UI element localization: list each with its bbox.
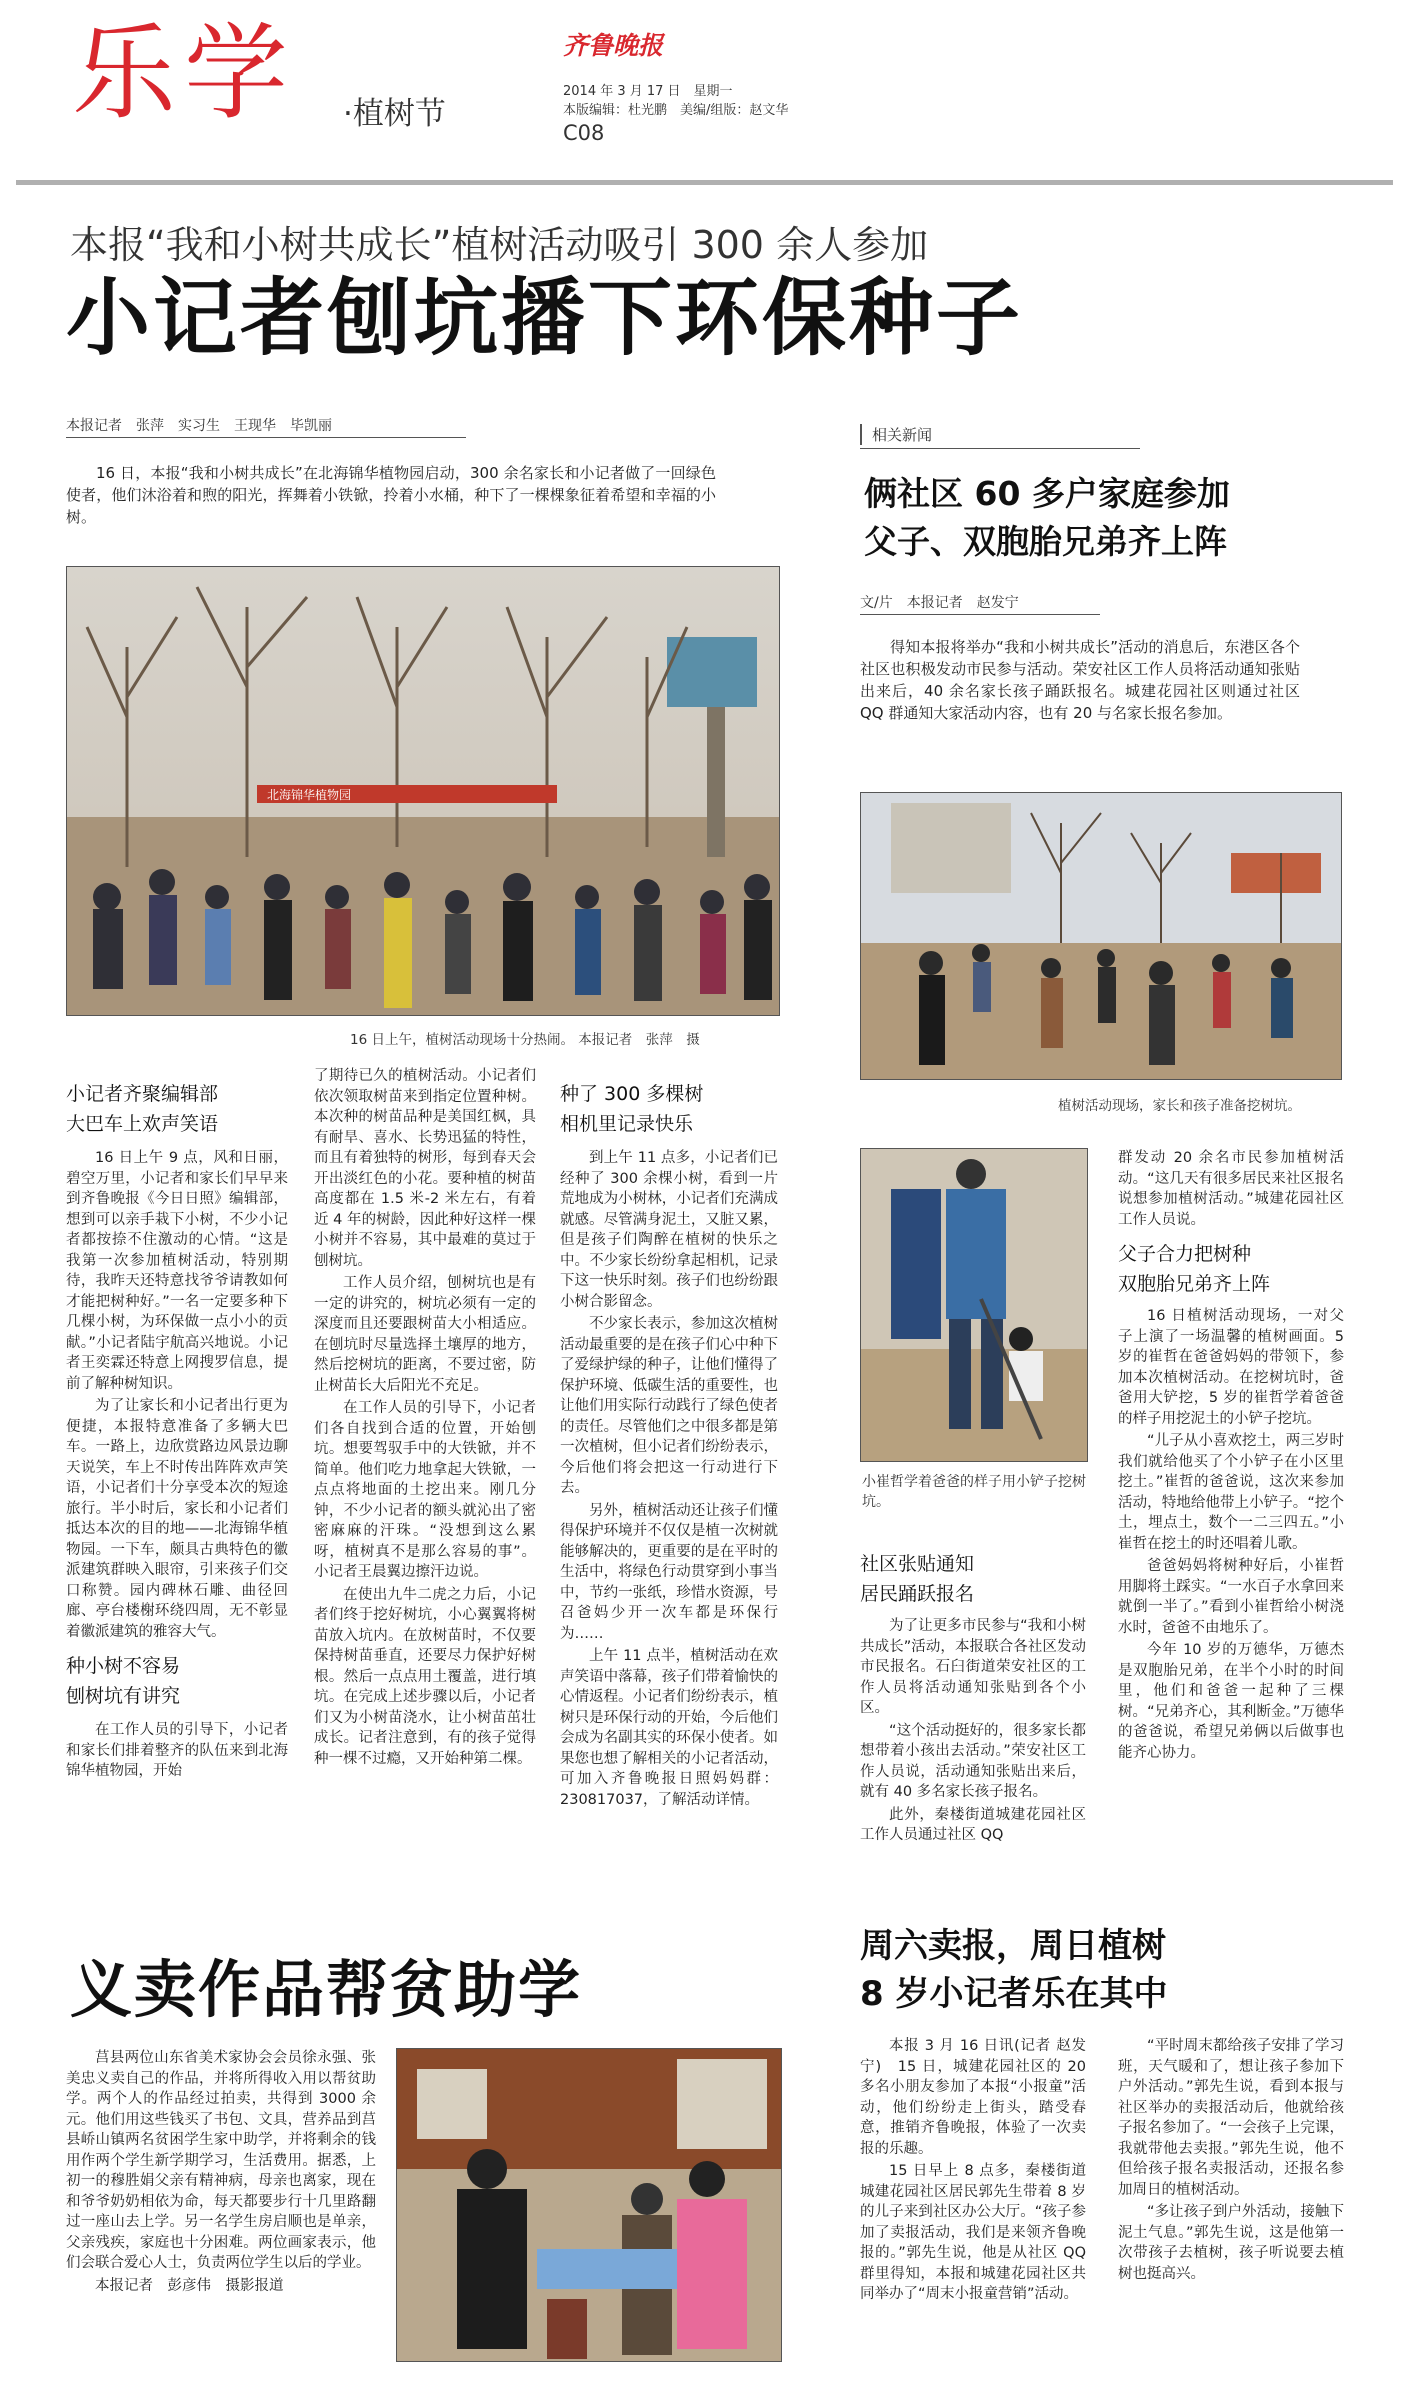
newsboy-headline-2: 8 岁小记者乐在其中 bbox=[860, 1974, 1168, 2014]
section-title: 乐学 bbox=[72, 12, 297, 134]
newsboy-paragraph-2: 15 日早上 8 点多，秦楼街道城建花园社区居民郭先生带着 8 岁的儿子来到社区办公大厅。“孩子参加了卖报活动，我们是来领齐鲁晚报的。”郭先生说，他是从社区 QQ 群里得知，本报和城建花园社区共同举办了“周末小报童营销”活动。 bbox=[860, 2163, 1086, 2302]
col3-subhead-1b: 相机里记录快乐 bbox=[560, 1113, 694, 1135]
col2-paragraph-4: 在使出九牛二虎之力后，小记者们终于挖好树坑，小心翼翼将树苗放入坑内。在放树苗时，不仅要保持树苗垂直，还要尽力保护好树根。然后一点点用土覆盖，进行填坑。在完成上述步骤以后，小记者们又为小树苗浇水，让小树苗茁壮成长。记者注意到，有的孩子觉得种一棵不过瘾，又开始种第二棵。 bbox=[314, 1586, 536, 1767]
related-column-2 bbox=[1118, 1148, 1344, 1765]
related-paragraph-8: 今年 10 岁的万德华，万德杰是双胞胎兄弟，在半个小时的时间里，他们和爸爸一起种了三棵树。“兄弟齐心，其利断金。”万德华的爸爸说，希望兄弟俩以后做事也能齐心协力。 bbox=[1118, 1642, 1344, 1761]
page-editors: 本版编辑：杜光鹏 美编/组版：赵文华 bbox=[563, 103, 789, 118]
col1-subhead-2b: 刨树坑有讲究 bbox=[66, 1685, 181, 1707]
charity-article bbox=[66, 2048, 376, 2298]
col3-paragraph-2: 不少家长表示，参加这次植树活动最重要的是在孩子们心中种下了爱绿护绿的种子，让他们懂得了保护环境、低碳生活的重要性，也让他们用实际行动践行了绿色使者的责任。尽管他们之中很多都是第一次植树，但小记者们纷纷表示，今后他们将会把这一行动进行下去。 bbox=[560, 1316, 778, 1496]
related-subhead-2a: 父子合力把树种 bbox=[1118, 1243, 1252, 1265]
masthead-rule bbox=[16, 180, 1393, 185]
related-paragraph-4: 群发动 20 余名市民参加植树活动。“这几天有很多居民来社区报名说想参加植树活动。”城建花园社区工作人员说。 bbox=[1118, 1150, 1344, 1228]
related-paragraph-5: 16 日植树活动现场，一对父子上演了一场温馨的植树画面。5 岁的崔哲在爸爸妈妈的带领下，参加本次植树活动。在挖树坑时，爸爸用大铲挖，5 岁的崔哲学着爸爸的样子用挖泥土的小铲子挖坑。 bbox=[1118, 1308, 1344, 1427]
related-subhead-1a: 社区张贴通知 bbox=[860, 1553, 975, 1575]
related-photo-caption: 植树活动现场，家长和孩子准备挖树坑。 bbox=[1058, 1098, 1301, 1114]
related-byline: 文/片 本报记者 赵发宁 bbox=[860, 592, 1100, 615]
lead-headline: 小记者刨坑播下环保种子 bbox=[66, 269, 1024, 367]
lead-column-1 bbox=[66, 1070, 288, 1784]
lead-intro bbox=[66, 462, 716, 530]
col3-paragraph-1: 到上午 11 点多，小记者们已经种了 300 余棵小树，看到一片荒地成为小树林，小记者们充满成就感。尽管满身泥土，又脏又累，但是孩子们陶醉在植树的快乐之中。不少家长纷纷拿起相机，记录下这一快乐时刻。孩子们也纷纷跟小树合影留念。 bbox=[560, 1150, 778, 1310]
col1-subhead-1b: 大巴车上欢声笑语 bbox=[66, 1113, 219, 1135]
col1-subhead-2a: 种小树不容易 bbox=[66, 1655, 181, 1677]
col3-subhead-1a: 种了 300 多棵树 bbox=[560, 1083, 704, 1105]
lead-intro-text: 16 日，本报“我和小树共成长”在北海锦华植物园启动，300 余名家长和小记者做了一回绿色使者，他们沐浴着和煦的阳光，挥舞着小铁锨，拎着小水桶，种下了一棵棵象征着希望和幸福的小树。 bbox=[66, 464, 716, 526]
lead-photo bbox=[66, 566, 780, 1016]
lead-kicker: 本报“我和小树共成长”植树活动吸引 300 余人参加 bbox=[70, 223, 929, 267]
page-number: C08 bbox=[563, 121, 605, 145]
related-subhead-1b: 居民踊跃报名 bbox=[860, 1583, 975, 1605]
col1-paragraph-2: 为了让家长和小记者出行更为便捷，本报特意准备了多辆大巴车。一路上，边欣赏路边风景边聊天说笑，车上不时传出阵阵欢声笑语，小记者们十分享受本次的短途旅行。半小时后，家长和小记者们抵达本次的目的地——北海锦华植物园。一下车，颇具古典特色的徽派建筑群映入眼帘，引来孩子们交口称赞。园内碑林石雕、曲径回廊、亭台楼榭环绕四周，无不彰显着徽派建筑的雅容大气。 bbox=[66, 1398, 288, 1640]
related-paragraph-7: 爸爸妈妈将树种好后，小崔哲用脚将土踩实。“一水百子水拿回来就倒一半了。”看到小崔哲给小树浇水时，爸爸不由地乐了。 bbox=[1118, 1558, 1344, 1636]
newsboy-column-2 bbox=[1118, 2036, 1344, 2286]
newsboy-paragraph-1: 本报 3 月 16 日讯(记者 赵发宁) 15 日，城建花园社区的 20 多名小朋友参加了本报“小报童”活动，他们纷纷走上街头，踏受春意，推销齐鲁晚报，体验了一次卖报的乐趣。 bbox=[860, 2038, 1086, 2157]
lead-photo-caption: 16 日上午，植树活动现场十分热闹。 本报记者 张萍 摄 bbox=[350, 1032, 700, 1048]
related-paragraph-2: “这个活动挺好的，很多家长都想带着小孩出去活动。”荣安社区工作人员说，活动通知张贴出来后，就有 40 多名家长孩子报名。 bbox=[860, 1722, 1086, 1800]
col2-paragraph-1: 了期待已久的植树活动。小记者们依次领取树苗来到指定位置种树。本次种的树苗品种是美国红枫，具有耐旱、喜水、长势迅猛的特性，而且有着独特的树形，每到春天会开出淡红色的小花。要种植的树苗高度都在 1.5 米-2 米左右，有着近 4 年的树龄，因此种好这样一棵小树并不容易，其中最难的莫过于刨树坑。 bbox=[314, 1068, 536, 1269]
charity-headline: 义卖作品帮贫助学 bbox=[70, 1953, 583, 2026]
col1-subhead-1a: 小记者齐聚编辑部 bbox=[66, 1083, 219, 1105]
newsboy-paragraph-4: “多让孩子到户外活动，接触下泥土气息。”郭先生说，这是他第一次带孩子去植树，孩子听说要去植树也挺高兴。 bbox=[1118, 2204, 1344, 2282]
related-paragraph-3: 此外，秦楼街道城建花园社区工作人员通过社区 QQ bbox=[860, 1806, 1086, 1843]
related-headline-2: 父子、双胞胎兄弟齐上阵 bbox=[864, 522, 1227, 561]
newsboy-column-1 bbox=[860, 2036, 1086, 2307]
lead-byline: 本报记者 张萍 实习生 王现华 毕凯丽 bbox=[66, 415, 466, 438]
charity-paragraph: 莒县两位山东省美术家协会会员徐永强、张美忠义卖自己的作品，并将所得收入用以帮贫助学。两个人的作品经过拍卖，共得到 3000 余元。他们用这些钱买了书包、文具，营养品到莒县峤山镇两名贫困学生家中助学，并将剩余的钱用作两个学生新学期学习，生活费用。据悉，上初一的穆胜娟父亲有精神病，母亲也离家，现在和爷爷奶奶相依为命，每天都要步行十几里路翻过一座山去上学。另一名学生房启顺也是单亲，父亲残疾，家庭也十分困难。两位画家表示，他们会联合爱心人士，负责两位学生以后的学业。 bbox=[66, 2050, 376, 2271]
photo-banner-text: 北海锦华植物园 bbox=[267, 788, 352, 802]
related-label bbox=[860, 424, 1140, 449]
issue-date: 2014 年 3 月 17 日 星期一 bbox=[563, 84, 733, 99]
newsboy-headline-1: 周六卖报，周日植树 bbox=[860, 1926, 1166, 1966]
related-column-1 bbox=[860, 1540, 1086, 1848]
related-label-text: 相关新闻 bbox=[860, 424, 932, 445]
col2-paragraph-2: 工作人员介绍，刨树坑也是有一定的讲究的，树坑必须有一定的深度而且还要跟树苗大小相适应。在刨坑时尽量选择土壤厚的地方，然后挖树坑的距离，不要过密，防止树苗长大后阳光不充足。 bbox=[314, 1275, 536, 1394]
charity-photo bbox=[396, 2048, 782, 2362]
related-subhead-2b: 双胞胎兄弟齐上阵 bbox=[1118, 1273, 1271, 1295]
col2-paragraph-3: 在工作人员的引导下，小记者们各自找到合适的位置，开始刨坑。想要驾驭手中的大铁锨，并不简单。他们吃力地拿起大铁锨，一点点将地面的土挖出来。刚几分钟，不少小记者的额头就沁出了密密麻麻的汗珠。“没想到这么累呀，植树真不是那么容易的事”。小记者王晨翼边擦汗边说。 bbox=[314, 1400, 536, 1580]
lead-column-3 bbox=[560, 1070, 778, 1812]
related-paragraph-1: 为了让更多市民参与“我和小树共成长”活动，本报联合各社区发动市民报名。石臼街道荣安社区的工作人员将活动通知张贴到各个小区。 bbox=[860, 1618, 1086, 1716]
related-paragraph-6: “儿子从小喜欢挖土，两三岁时我们就给他买了个小铲子在小区里挖土。”崔哲的爸爸说，这次来参加活动，特地给他带上小铲子。“挖个土，埋点土，数个一二三四五。”小崔哲在挖土的时还唱着儿歌。 bbox=[1118, 1433, 1344, 1552]
lead-column-2 bbox=[314, 1066, 536, 1771]
related-intro-text: 得知本报将举办“我和小树共成长”活动的消息后，东港区各个社区也积极发动市民参与活动。荣安社区工作人员将活动通知张贴出来后，40 余名家长孩子踊跃报名。城建花园社区则通过社区 QQ 群通知大家活动内容，也有 20 与名家长报名参加。 bbox=[860, 638, 1300, 722]
related-headline-1: 俩社区 60 多户家庭参加 bbox=[864, 474, 1230, 513]
col3-paragraph-3: 另外，植树活动还让孩子们懂得保护环境并不仅仅是植一次树就能够解决的，更重要的是在平时的生活中，将绿色行动贯穿到小事当中，节约一张纸，珍惜水资源，号召爸妈少开一次车都是环保行为…… bbox=[560, 1502, 778, 1642]
related-intro bbox=[860, 636, 1300, 726]
col1-paragraph-1: 16 日上午 9 点，风和日丽，碧空万里，小记者和家长们早早来到齐鲁晚报《今日日照》编辑部，想到可以亲手栽下小树，不少小记者都按捺不住激动的心情。“这是我第一次参加植树活动，特别期待，我昨天还特意找爷爷请教如何才能把树种好。”一名一定要多种下几棵小树，为环保做一点小小的贡献。”小记者陆宇航高兴地说。小记者王奕霖还特意上网搜罗信息，提前了解种树知识。 bbox=[66, 1150, 288, 1392]
related-photo bbox=[860, 792, 1342, 1080]
newspaper-logo: 齐鲁晚报 bbox=[563, 31, 664, 60]
related-small-photo bbox=[860, 1148, 1088, 1462]
related-small-caption: 小崔哲学着爸爸的样子用小铲子挖树坑。 bbox=[862, 1474, 1086, 1510]
charity-byline: 本报记者 彭彦伟 摄影报道 bbox=[95, 2277, 284, 2294]
subsection-title: ·植树节 bbox=[343, 96, 446, 132]
newsboy-paragraph-3: “平时周末都给孩子安排了学习班，天气暖和了，想让孩子参加下户外活动。”郭先生说，看到本报与社区举办的卖报活动后，他就给孩子报名参加了。“一会孩子上完课，我就带他去卖报。”郭先生说，他不但给孩子报名卖报活动，还报名参加周日的植树活动。 bbox=[1118, 2038, 1344, 2198]
col1-paragraph-3: 在工作人员的引导下，小记者和家长们排着整齐的队伍来到北海锦华植物园，开始 bbox=[66, 1722, 288, 1779]
col3-paragraph-4: 上午 11 点半，植树活动在欢声笑语中落幕，孩子们带着愉快的心情返程。小记者们纷纷表示，植树只是环保行动的开始，今后他们会成为名副其实的环保小使者。如果您也想了解相关的小记者活动，可加入齐鲁晚报日照妈妈群：230817037，了解活动详情。 bbox=[560, 1648, 778, 1808]
